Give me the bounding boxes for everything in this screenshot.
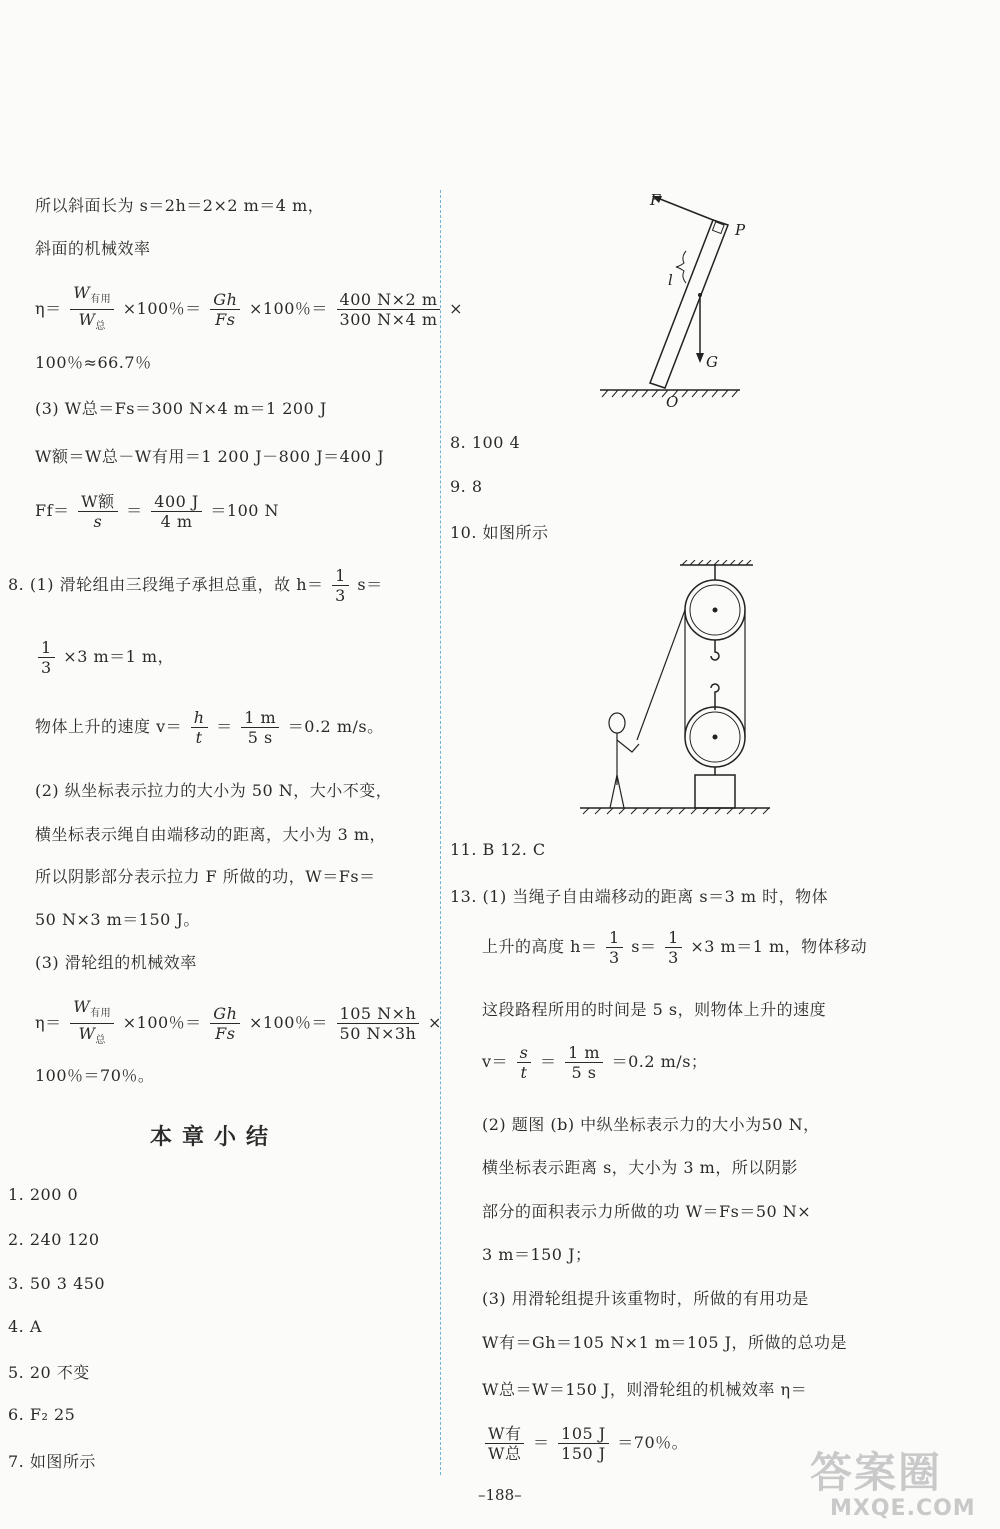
text-line: 这段路程所用的时间是 5 s，则物体上升的速度	[482, 1000, 827, 1019]
answer-item: 8. 100 4	[450, 433, 521, 452]
text-line: 3 m＝150 J；	[482, 1245, 592, 1264]
column-divider	[440, 190, 441, 1475]
watermark-logo: 答案圈 MXQE.COM	[810, 1448, 976, 1521]
answer-item: 9. 8	[450, 477, 483, 496]
person-head	[609, 713, 625, 733]
rope-free-end	[637, 610, 685, 740]
fraction: $\frac{105 J}{150 J}$	[558, 1424, 609, 1463]
load-box	[695, 775, 735, 808]
label-l: l	[668, 271, 673, 289]
efficiency-formula: η＝ $\frac{W_{有用}}{W_总}$ ×100％＝ $\frac{Gh}{Fs}$ ×100％＝ $\frac{105 N\times h}{50 N\times 3h}$ ×	[35, 997, 442, 1050]
answer-item: 3. 50 3 450	[8, 1274, 106, 1293]
text-line: (3) W总＝Fs＝300 N×4 m＝1 200 J	[35, 399, 327, 418]
text-line: 横坐标表示距离 s，大小为 3 m，所以阴影	[482, 1158, 798, 1177]
answer-item: 2. 240 120	[8, 1230, 100, 1249]
fraction: $\frac{W_{有用}}{W_总}$	[70, 283, 114, 336]
text-line: W总＝W＝150 J，则滑轮组的机械效率 η＝	[482, 1380, 808, 1399]
pulley-diagram	[575, 560, 775, 820]
fraction: $\frac{\text{W额}}{s}$	[78, 492, 117, 531]
friction-formula: Ff＝ $\frac{\text{W额}}{s}$ ＝ $\frac{400 J}{4 m}$ ＝100 N	[35, 492, 280, 531]
answer-item: 1. 200 0	[8, 1185, 79, 1204]
fraction: $\frac{\text{W有}}{\text{W总}}$	[485, 1424, 524, 1463]
fraction: $\frac{W_{有用}}{W_总}$	[70, 997, 114, 1050]
text-line: 100％＝70％。	[35, 1066, 155, 1085]
text-line: W有＝Gh＝105 N×1 m＝105 J，所做的总功是	[482, 1333, 848, 1352]
page-number: –188–	[478, 1486, 522, 1504]
fraction: $\frac{1}{3}$	[332, 566, 349, 605]
answer-item: 11. B 12. C	[450, 840, 546, 859]
answer-item: 10. 如图所示	[450, 523, 549, 542]
text-line: 100％≈66.7％	[35, 353, 152, 372]
chapter-summary-heading: 本章小结	[150, 1125, 279, 1150]
force-arrow-f	[655, 197, 713, 220]
text-line: 所以斜面长为 s＝2h＝2×2 m＝4 m，	[35, 196, 325, 215]
text-line: 斜面的机械效率	[35, 239, 151, 258]
fraction: $\frac{Gh}{Fs}$	[210, 290, 240, 329]
answer-item: 7. 如图所示	[8, 1452, 96, 1471]
label-f: F	[650, 191, 661, 209]
fraction: $\frac{1}{3}$	[665, 928, 682, 967]
answer-item: 4. A	[8, 1317, 42, 1336]
text-line: 所以阴影部分表示拉力 F 所做的功，W＝Fs＝	[35, 867, 376, 886]
fraction: $\frac{1}{3}$	[38, 638, 55, 677]
text-line: $\frac{1}{3}$ ×3 m＝1 m，	[35, 638, 174, 677]
fraction: $\frac{h}{t}$	[191, 708, 208, 747]
text-line: (3) 滑轮组的机械效率	[35, 953, 197, 972]
lever-diagram	[590, 185, 760, 415]
fraction: $\frac{400 N\times 2 m}{300 N\times 4 m}$	[337, 290, 441, 329]
answer-item: 6. F₂ 25	[8, 1405, 76, 1424]
fraction: $\frac{s}{t}$	[517, 1043, 532, 1082]
text-line: 部分的面积表示力所做的功 W＝Fs＝50 N×	[482, 1202, 812, 1221]
answer-item: 5. 20 不变	[8, 1363, 90, 1382]
fraction: $\frac{1}{3}$	[606, 928, 623, 967]
efficiency-result: $\frac{\text{W有}}{\text{W总}}$ ＝ $\frac{105 J}{150 J}$ ＝70％。	[482, 1424, 688, 1463]
label-p: P	[735, 221, 746, 239]
label-o: O	[666, 393, 679, 411]
fraction: $\frac{400 J}{4 m}$	[151, 492, 202, 531]
text-line: 50 N×3 m＝150 J。	[35, 910, 200, 929]
text-line: 横坐标表示绳自由端移动的距离，大小为 3 m，	[35, 825, 387, 844]
speed-formula: v＝ $\frac{s}{t}$ ＝ $\frac{1 m}{5 s}$ ＝0.2 m/s；	[482, 1043, 708, 1082]
text-line: W额＝W总－W有用＝1 200 J－800 J＝400 J	[35, 447, 385, 466]
fraction: $\frac{1 m}{5 s}$	[565, 1043, 603, 1082]
fraction: $\frac{1 m}{5 s}$	[241, 708, 279, 747]
fraction: $\frac{Gh}{Fs}$	[210, 1004, 240, 1043]
efficiency-formula: η＝ $\frac{W_{有用}}{W_总}$ ×100％＝ $\frac{Gh}{Fs}$ ×100％＝ $\frac{400 N\times 2 m}{300 N\times 4 m}$ ×	[35, 283, 463, 336]
label-g: G	[706, 353, 718, 371]
text-line: (2) 题图 (b) 中纵坐标表示力的大小为50 N，	[482, 1115, 820, 1134]
text-line: (3) 用滑轮组提升该重物时，所做的有用功是	[482, 1289, 809, 1308]
text-line: (2) 纵坐标表示拉力的大小为 50 N，大小不变，	[35, 781, 393, 800]
fraction: $\frac{105 N\times h}{50 N\times 3h}$	[337, 1004, 420, 1043]
height-formula: 上升的高度 h＝ $\frac{1}{3}$ s＝ $\frac{1}{3}$ ×3 m＝1 m，物体移动	[482, 928, 868, 967]
question-13-line: 13. (1) 当绳子自由端移动的距离 s＝3 m 时，物体	[450, 887, 829, 906]
question-8-line: 8. (1) 滑轮组由三段绳子承担总重，故 h＝ $\frac{1}{3}$ s＝	[8, 566, 383, 605]
speed-formula: 物体上升的速度 v＝ $\frac{h}{t}$ ＝ $\frac{1 m}{5 s}$ ＝0.2 m/s。	[35, 708, 384, 747]
